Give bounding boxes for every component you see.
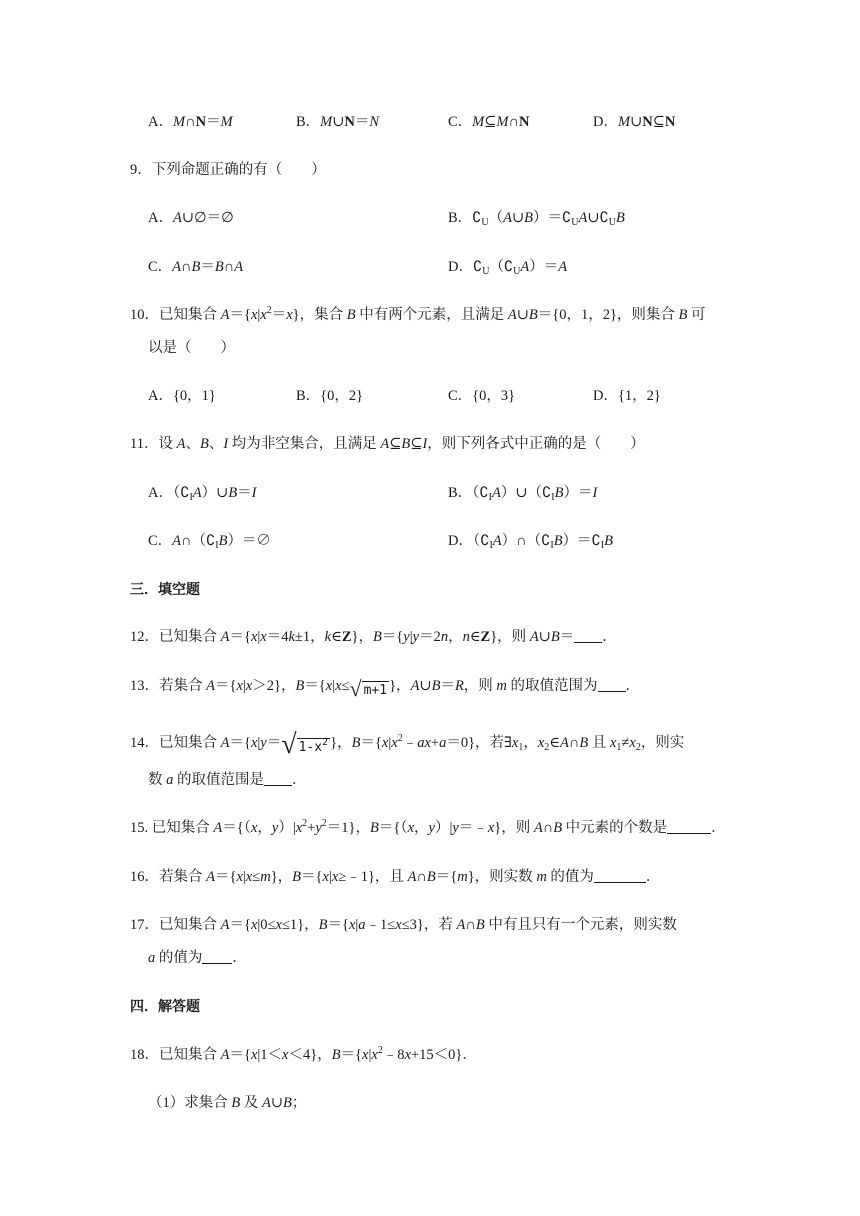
q10-stem-line2: 以是（ ） [148, 340, 235, 356]
sqrt-m-plus-1: √ m+1 [349, 676, 388, 701]
q14-line2: 数 a 的取值范围是 ． [148, 772, 307, 788]
q8-option-a: A．M∩N＝M [148, 114, 233, 130]
q10-stem-line1: 10．已知集合 $A=\{x|x^2=x\}$，集合 B 中有两个元素，且满足 A∪B＝{0，1，2}，则集合 B 可 [130, 305, 706, 323]
q8-option-b: B．M∪N＝N [296, 114, 380, 130]
q9-stem: 9．下列命题正确的有（ ） [130, 162, 326, 178]
section-3-heading: 三．填空题 [130, 582, 200, 598]
q15: 15. 已知集合 A＝{（x，$y)|x^2+y^2=1$}，B＝{（x，y）|y＝﹣x}，则 A∩B 中元素的个数是 ． [130, 818, 726, 836]
q17-line1: 17．已知集合 A＝{x|0≤x≤1}，B＝{x|a﹣1≤x≤3}，若 A∩B 中有且只有一个元素，则实数 [130, 917, 677, 933]
q9-option-b: B．$∁_U(A\cup B)=∁_UA\cup∁_UB$ [448, 210, 625, 228]
q10-option-b: B．{0，2} [296, 388, 364, 404]
q12: 12．已知集合 A＝{x|x＝4k±1，k∈Z}，B＝{y|y＝2n，n∈Z}，则 A∪B＝ ． [130, 629, 617, 645]
q11-option-c: C．$A\cap(∁_IB)=\emptyset$ [148, 533, 271, 551]
q13: 13．若集合 A＝{x|x＞2}，B＝{x|x≤√ m+1 }，A∪B＝R，则 m 的取值范围为 ． [130, 676, 641, 701]
q10-option-d: D．{1，2} [593, 388, 661, 404]
q9-option-c: C．A∩B＝B∩A [148, 259, 244, 275]
q18-part1: （1）求集合 B 及 A∪B； [148, 1095, 307, 1111]
q18-stem: 18．已知集合 A＝{x|1＜x＜4}，$B=\{x|x^2﹣8x+15<0\}$． [130, 1045, 477, 1063]
q11-option-a: A．$(∁_IA)\cup B=I$ [148, 485, 257, 503]
q9-option-a: A．A∪∅＝∅ [148, 210, 234, 226]
q11-option-d: D．$(∁_IA)\cap(∁_IB)=∁_IB$ [448, 533, 613, 551]
q16: 16．若集合 A＝{x|x≤m}，B＝{x|x≥﹣1}，且 A∩B＝{m}，则实数 m 的值为 ． [130, 869, 661, 885]
q10-option-a: A．{0，1} [148, 388, 216, 404]
q14-line1: 14．已知集合 A＝{x|y＝√ $1-x^2$ }，$B=\{x|x^2﹣ax+a=0\}$，若$\exists x_1$，$x_2\in A\cap B$ 且 $x_1\ne x_2$，则实 [130, 729, 685, 760]
q17-line2: a 的值为 ． [148, 950, 247, 966]
q10-option-c: C．{0，3} [448, 388, 516, 404]
q9-option-d: D．$∁_U(∁_UA)=A$ [448, 259, 568, 277]
sqrt-1-minus-x2: √ $1-x^2$ [281, 729, 329, 760]
q11-option-b: B．$(∁_IA)\cup(∁_IB)=I$ [448, 485, 598, 503]
q8-option-c: C．M⊆M∩N [448, 114, 530, 130]
section-4-heading: 四．解答题 [130, 999, 200, 1015]
q11-stem: 11．设 A、B、I 均为非空集合，且满足 A⊆B⊆I，则下列各式中正确的是（ ） [130, 436, 645, 452]
q8-option-d: D．M∪N⊆N [593, 114, 676, 130]
